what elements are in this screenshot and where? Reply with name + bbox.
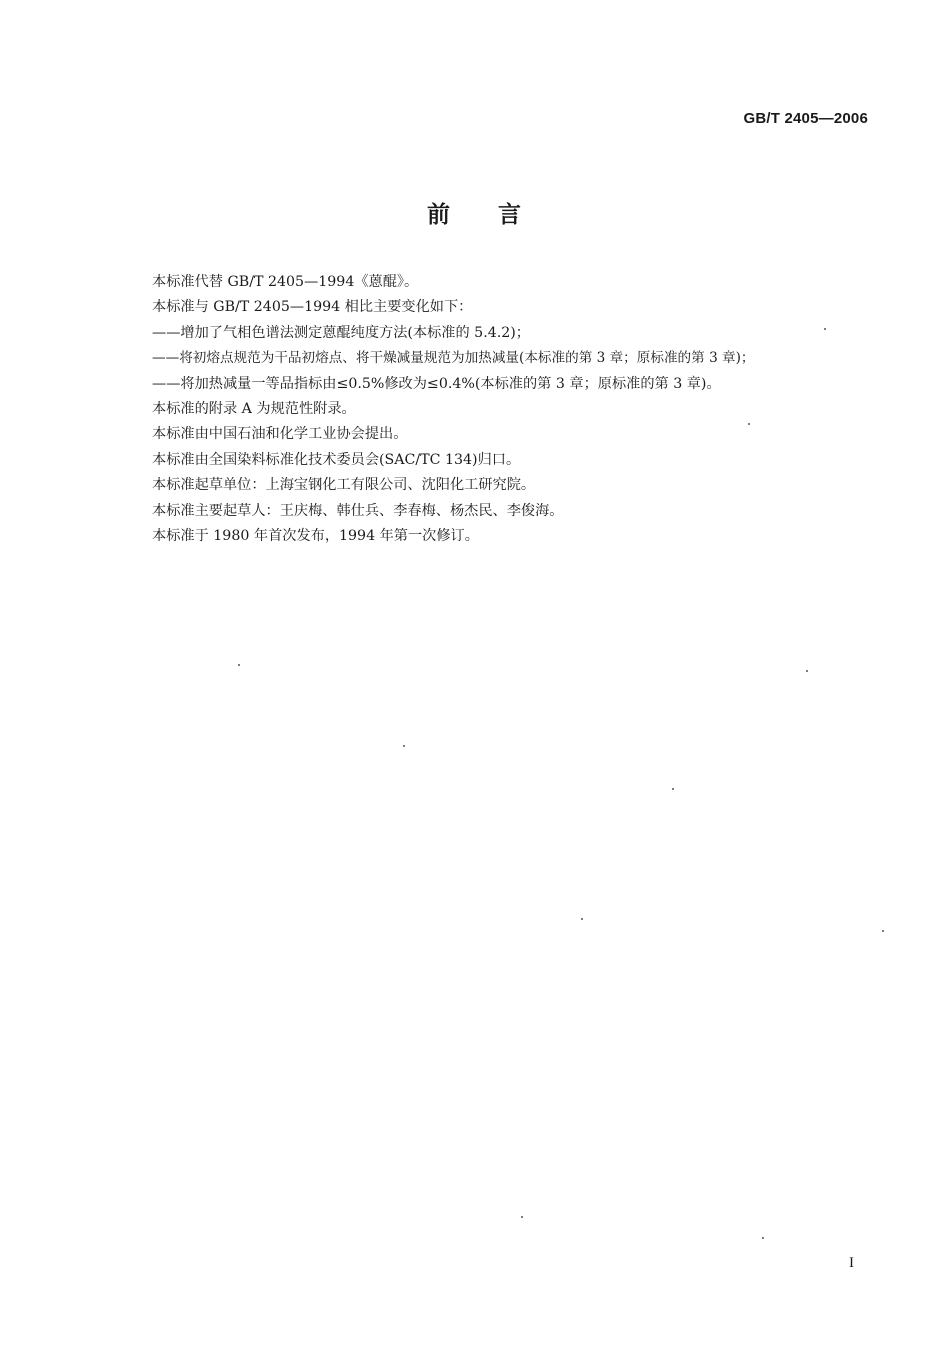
scan-speck — [521, 1216, 523, 1218]
scan-speck — [581, 918, 583, 920]
scan-speck — [748, 423, 750, 425]
scan-speck — [806, 670, 808, 672]
scan-speck — [762, 1237, 764, 1239]
paragraph-history: 本标准于 1980 年首次发布，1994 年第一次修订。 — [152, 528, 479, 545]
change-item-3: ——将加热减量一等品指标由≤0.5%修改为≤0.4%(本标准的第 3 章；原标准的第 3 章)。 — [152, 375, 721, 392]
scan-speck — [824, 328, 826, 330]
paragraph-annex: 本标准的附录 A 为规范性附录。 — [152, 401, 356, 418]
scan-speck — [672, 788, 674, 790]
paragraph-changes-intro: 本标准与 GB/T 2405—1994 相比主要变化如下： — [152, 299, 473, 316]
standard-code: GB/T 2405—2006 — [743, 110, 868, 127]
foreword-body — [152, 270, 872, 549]
paragraph-replaces: 本标准代替 GB/T 2405—1994《蒽醌》。 — [152, 274, 419, 290]
page-number: I — [849, 1255, 854, 1271]
paragraph-proposed-by: 本标准由中国石油和化学工业协会提出。 — [152, 426, 408, 443]
title-char-2: 言 — [498, 202, 523, 228]
change-item-1: ——增加了气相色谱法测定蒽醌纯度方法(本标准的 5.4.2)； — [152, 324, 530, 341]
change-item-2: ——将初熔点规范为干品初熔点、将干燥减量规范为加热减量(本标准的第 3 章；原标准的第 3 章)； — [152, 350, 755, 367]
title-char-1: 前 — [427, 202, 452, 228]
scan-speck — [882, 930, 884, 932]
page-title — [0, 196, 950, 229]
paragraph-drafters: 本标准主要起草人：王庆梅、韩仕兵、李春梅、杨杰民、李俊海。 — [152, 502, 564, 519]
scan-speck — [403, 745, 405, 747]
scan-speck — [238, 664, 240, 666]
paragraph-administered-by: 本标准由全国染料标准化技术委员会(SAC/TC 134)归口。 — [152, 451, 521, 468]
paragraph-drafting-units: 本标准起草单位：上海宝钢化工有限公司、沈阳化工研究院。 — [152, 477, 536, 494]
